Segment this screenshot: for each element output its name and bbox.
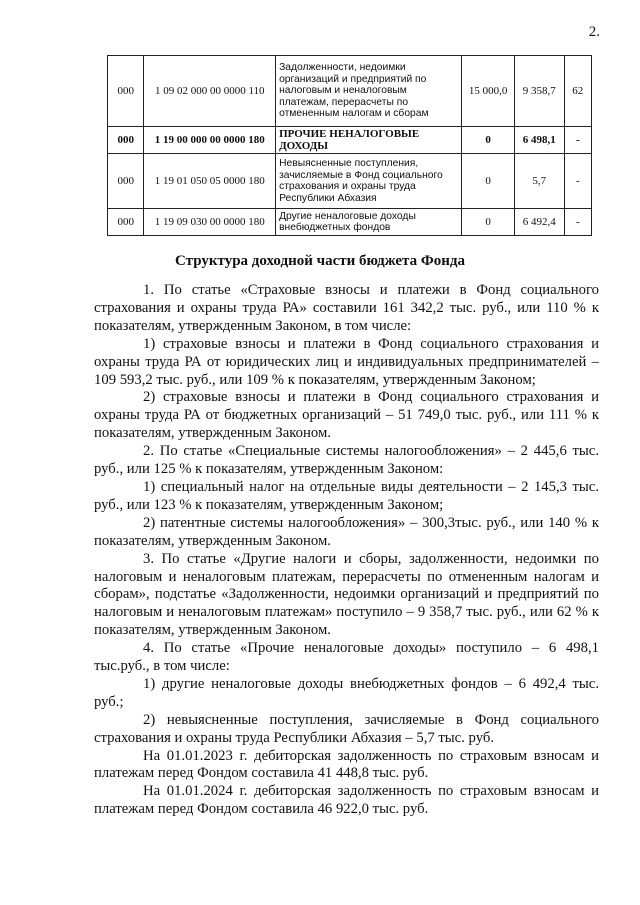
cell-budget-code: 1 19 00 000 00 0000 180 — [144, 127, 276, 154]
paragraph-receivables-2024: На 01.01.2024 г. дебиторская задолженность по страховым взносам и платежам перед Фондом составила 46 922,0 тыс. руб. — [94, 783, 599, 818]
cell-percent: - — [564, 154, 591, 209]
paragraph-item-1: 1. По статье «Страховые взносы и платежи в Фонд социального страхования и охраны труда РА» составили 161 342,2 тыс. руб., или 110 % к показателям, утвержденным Законом, в том числе: — [94, 282, 599, 334]
paragraph-receivables-2023: На 01.01.2023 г. дебиторская задолженность по страховым взносам и платежам перед Фондом составила 41 448,8 тыс. руб. — [94, 747, 599, 782]
cell-fact: 6 492,4 — [515, 209, 565, 236]
paragraph-subitem: 2) невыясненные поступления, зачисляемые в Фонд социального страхования и охраны труда Республики Абхазия – 5,7 тыс. руб. — [94, 711, 599, 746]
paragraph-item-2: 2. По статье «Специальные системы налогообложения» – 2 445,6 тыс. руб., или 125 % к показателям, утвержденным Законом: — [94, 443, 599, 478]
cell-percent: - — [564, 209, 591, 236]
cell-admin-code: 000 — [108, 56, 144, 127]
table-row — [108, 154, 592, 209]
cell-budget-code: 1 19 01 050 05 0000 180 — [144, 154, 276, 209]
cell-income-name: Задолженности, недоимки организаций и предприятий по налоговым и неналоговым платежам, перерасчеты по отмененным налогам и сборам — [276, 56, 462, 127]
page-number: 2. — [588, 24, 600, 40]
paragraph-item-3: 3. По статье «Другие налоги и сборы, задолженности, недоимки по налоговым и неналоговым платежам, перерасчеты по отмененным налогам и сборам», подстатье «Задолженности, недоимки организаций и предприятий по налоговым и неналоговым платежам» поступило – 9 358,7 тыс. руб., или 62 % к показателям, утвержденным Законом. — [94, 550, 599, 639]
cell-budget-code: 1 19 09 030 00 0000 180 — [144, 209, 276, 236]
paragraph-item-4: 4. По статье «Прочие неналоговые доходы» поступило – 6 498,1 тыс.руб., в том числе: — [94, 640, 599, 675]
cell-admin-code: 000 — [108, 209, 144, 236]
cell-budget-code: 1 09 02 000 00 0000 110 — [144, 56, 276, 127]
cell-plan: 0 — [462, 127, 515, 154]
cell-plan: 0 — [462, 209, 515, 236]
table-row — [108, 127, 592, 154]
cell-fact: 5,7 — [515, 154, 565, 209]
cell-percent: 62 — [564, 56, 591, 127]
cell-income-name: Другие неналоговые доходы внебюджетных фондов — [276, 209, 462, 236]
cell-income-name: ПРОЧИЕ НЕНАЛОГОВЫЕ ДОХОДЫ — [276, 127, 462, 154]
cell-admin-code: 000 — [108, 154, 144, 209]
paragraph-subitem: 2) страховые взносы и платежи в Фонд социального страхования и охраны труда РА от бюджетных организаций – 51 749,0 тыс. руб., или 111 % к показателям, утвержденным Законом. — [94, 389, 599, 442]
budget-table — [107, 55, 592, 236]
cell-plan: 15 000,0 — [462, 56, 515, 127]
cell-plan: 0 — [462, 154, 515, 209]
cell-percent: - — [564, 127, 591, 154]
document-body — [94, 282, 599, 819]
paragraph-subitem: 1) другие неналоговые доходы внебюджетных фондов – 6 492,4 тыс. руб.; — [94, 675, 599, 710]
paragraph-subitem: 2) патентные системы налогообложения» – 300,3тыс. руб., или 140 % к показателям, утвержденным Законом. — [94, 514, 599, 549]
cell-income-name: Невыясненные поступления, зачисляемые в Фонд социального страхования и охраны труда Республики Абхазия — [276, 154, 462, 209]
cell-fact: 9 358,7 — [515, 56, 565, 127]
section-heading: Структура доходной части бюджета Фонда — [175, 253, 465, 269]
table-row — [108, 56, 592, 127]
paragraph-subitem: 1) специальный налог на отдельные виды деятельности – 2 145,3 тыс. руб., или 123 % к показателям, утвержденным Законом; — [94, 478, 599, 513]
cell-fact: 6 498,1 — [515, 127, 565, 154]
paragraph-subitem: 1) страховые взносы и платежи в Фонд социального страхования и охраны труда РА от юридических лиц и индивидуальных предпринимателей – 109 593,2 тыс. руб., или 109 % к показателям, утвержденным Законом; — [94, 335, 599, 388]
cell-admin-code: 000 — [108, 127, 144, 154]
table-row — [108, 209, 592, 236]
